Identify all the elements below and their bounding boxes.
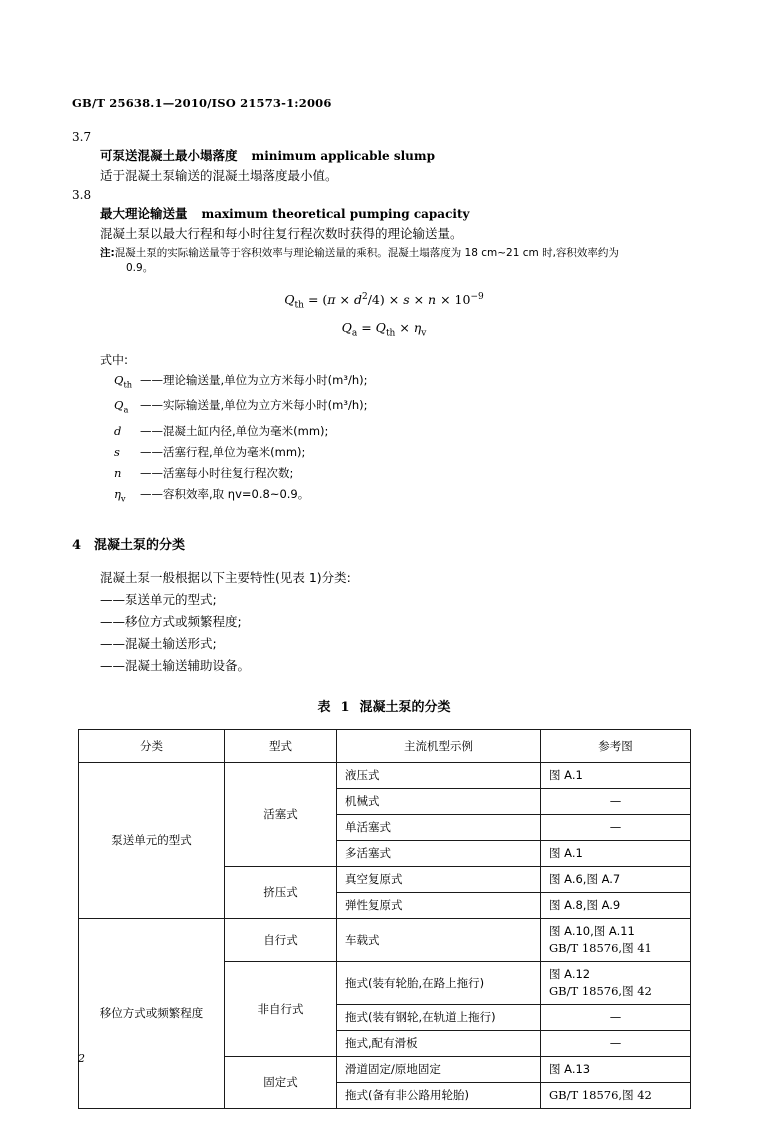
symbol-definition-item <box>114 463 696 484</box>
cell-reference: — <box>541 789 691 815</box>
cell-type: 挤压式 <box>225 867 337 919</box>
page-number: 2 <box>78 1052 85 1065</box>
cell-reference: — <box>541 1005 691 1031</box>
cell-example: 液压式 <box>337 763 541 789</box>
where-label: 式中: <box>100 353 129 368</box>
symbol-desc-q-a: ——实际输送量,单位为立方米每小时(m³/h); <box>140 398 368 413</box>
symbol-desc-d: ——混凝土缸内径,单位为毫米(mm); <box>140 423 329 438</box>
cell-example: 滑道固定/原地固定 <box>337 1057 541 1083</box>
cell-type: 非自行式 <box>225 962 337 1057</box>
clause-number-3-7: 3.7 <box>72 130 92 144</box>
cell-category: 泵送单元的型式 <box>79 763 225 919</box>
cell-reference <box>541 919 691 962</box>
term-note-3-8 <box>100 246 696 261</box>
cell-reference: 图 A.8,图 A.9 <box>541 893 691 919</box>
cell-example: 弹性复原式 <box>337 893 541 919</box>
cell-reference: 图 A.1 <box>541 841 691 867</box>
symbol-definition-item <box>114 442 696 463</box>
term-definition-3-7: 适于混凝土泵输送的混凝土塌落度最小值。 <box>100 168 338 183</box>
cell-example: 车载式 <box>337 919 541 962</box>
table-row <box>79 919 691 962</box>
cell-reference: GB/T 18576,图 42 <box>541 1083 691 1109</box>
running-header: GB/T 25638.1—2010/ISO 21573-1:2006 <box>72 96 332 110</box>
symbol-desc-s: ——活塞行程,单位为毫米(mm); <box>140 444 306 459</box>
reference-line-2: GB/T 18576,图 42 <box>549 984 652 999</box>
symbol-definition-item <box>114 484 696 509</box>
cell-example: 拖式(装有轮胎,在路上拖行) <box>337 962 541 1005</box>
cell-type: 自行式 <box>225 919 337 962</box>
table-caption <box>72 697 696 719</box>
note-label: 注: <box>100 247 115 259</box>
reference-line-2: GB/T 18576,图 41 <box>549 941 652 956</box>
cell-reference: 图 A.1 <box>541 763 691 789</box>
symbol-definition-item <box>114 395 696 420</box>
symbol-definition-item <box>114 421 696 442</box>
column-header-category: 分类 <box>79 730 225 763</box>
symbol-desc-q-th: ——理论输送量,单位为立方米每小时(m³/h); <box>140 373 368 388</box>
symbol-eta-v: $\eta_v$ <box>114 486 126 504</box>
cell-reference: — <box>541 1031 691 1057</box>
term-heading-3-8 <box>100 204 696 224</box>
column-header-type: 型式 <box>225 730 337 763</box>
term-cn-3-7: 可泵送混凝土最小塌落度 <box>100 148 238 163</box>
clause-number-3-8: 3.8 <box>72 188 92 202</box>
formula-actual-capacity: $Q_a = Q_{th} \times \eta_v$ <box>341 319 427 339</box>
term-en-3-8: maximum theoretical pumping capacity <box>201 207 470 221</box>
symbol-definition-list <box>114 370 696 509</box>
column-header-reference: 参考图 <box>541 730 691 763</box>
document-body <box>72 128 696 1109</box>
symbol-s: s <box>114 444 120 459</box>
section-number-4: 4 <box>72 538 82 554</box>
symbol-definition-item <box>114 370 696 395</box>
classification-table <box>78 729 691 1109</box>
symbol-q-a: $Q_a$ <box>114 398 129 415</box>
term-heading-3-7 <box>100 146 696 166</box>
formula-theoretical-capacity: $Q_{th} = (\pi \times d^2/4) \times s \times n \times 10^{-9}$ <box>284 292 484 311</box>
section4-intro: 混凝土泵一般根据以下主要特性(见表 1)分类: <box>100 570 351 586</box>
cell-reference: 图 A.6,图 A.7 <box>541 867 691 893</box>
section4-bullet: ——移位方式或频繁程度; <box>100 614 242 630</box>
cell-reference: — <box>541 815 691 841</box>
cell-reference <box>541 962 691 1005</box>
symbol-desc-n: ——活塞每小时往复行程次数; <box>140 465 294 480</box>
table-caption-label: 表 <box>317 700 331 716</box>
cell-example: 拖式,配有滑板 <box>337 1031 541 1057</box>
section4-bullet: ——泵送单元的型式; <box>100 592 217 608</box>
formula-block <box>72 286 696 344</box>
term-en-3-7: minimum applicable slump <box>251 149 435 163</box>
cell-example: 多活塞式 <box>337 841 541 867</box>
cell-type: 活塞式 <box>225 763 337 867</box>
symbol-n: n <box>114 465 122 480</box>
column-header-example: 主流机型示例 <box>337 730 541 763</box>
note-continuation: 0.9。 <box>126 262 154 274</box>
cell-example: 机械式 <box>337 789 541 815</box>
cell-example: 拖式(备有非公路用轮胎) <box>337 1083 541 1109</box>
reference-line-1: 图 A.12 <box>549 967 591 982</box>
symbol-q-th: $Q_{th}$ <box>114 373 133 390</box>
table-row <box>79 763 691 789</box>
note-text: 混凝土泵的实际输送量等于容积效率与理论输送量的乘积。混凝土塌落度为 18 cm~21 cm 时,容积效率约为 <box>114 247 619 259</box>
symbol-desc-eta-v: ——容积效率,取 ηv=0.8~0.9。 <box>140 486 310 501</box>
section-heading-4 <box>72 535 696 557</box>
reference-line-1: 图 A.10,图 A.11 <box>549 924 635 939</box>
cell-type: 固定式 <box>225 1057 337 1109</box>
table-caption-number: 1 <box>340 700 350 716</box>
cell-reference: 图 A.13 <box>541 1057 691 1083</box>
section-title-4: 混凝土泵的分类 <box>94 538 186 554</box>
term-cn-3-8: 最大理论输送量 <box>100 206 188 221</box>
cell-example: 单活塞式 <box>337 815 541 841</box>
section4-bullet: ——混凝土输送辅助设备。 <box>100 658 251 674</box>
section4-bullet: ——混凝土输送形式; <box>100 636 217 652</box>
cell-example: 真空复原式 <box>337 867 541 893</box>
symbol-d: d <box>114 423 122 438</box>
table-caption-title: 混凝土泵的分类 <box>359 700 451 716</box>
term-definition-3-8: 混凝土泵以最大行程和每小时往复行程次数时获得的理论输送量。 <box>100 226 463 241</box>
cell-example: 拖式(装有钢轮,在轨道上拖行) <box>337 1005 541 1031</box>
table-header-row <box>79 730 691 763</box>
cell-category: 移位方式或频繁程度 <box>79 919 225 1109</box>
